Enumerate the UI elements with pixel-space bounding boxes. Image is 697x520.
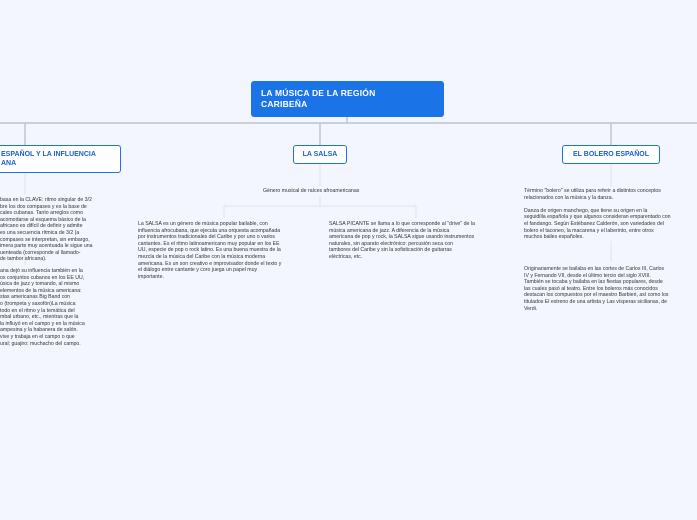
topic-bolero[interactable] (562, 145, 660, 164)
topic-bolero-title: EL BOLERO ESPAÑOL (573, 151, 649, 158)
bolero-note-termino[interactable]: Término "bolero" se utiliza para referir a distintos conceptos relacionados con la música y la danza. Danza de origen manchego, que tiene su origen en la seguidilla española y que algunos consideran emparentado con el fandango. Según Estébanez Calderón, son variedades del bolero el taconeo, la macarena y el laberinto, entre otros muchos bailes españoles. (524, 188, 671, 241)
topic-left-title-line1: ESPAÑOL Y LA INFLUENCIA (1, 151, 96, 158)
topic-salsa-title: LA SALSA (302, 151, 338, 158)
bolero-note-cortes[interactable]: Originariamente se bailaba en las cortes de Carlos III, Carlos IV y Fernando VII, desde el último tercio del siglo XVIII. También se tocaba y bailaba en las fiestas populares, desde las cuales pasó al teatro. Entre los boleros más conocidos destacan los compuestos por el maestro Barbieri, así como los titulados El estreno de una artista y Las vísperas sicilianas, de Verdi. (524, 266, 669, 312)
topic-salsa[interactable] (293, 145, 347, 164)
root-title-line1: LA MÚSICA DE LA REGIÓN (261, 88, 376, 98)
salsa-note-definicion[interactable]: La SALSA es un género de música popular bailable, con influencia afrocubana, que ejecuta una orquesta acompañada por instrumentos tradicionales del Caribe y por uno o varios cantantes. Es el ritmo latinoamericano muy popular en los EE UU, especie de pop o rock latino. Es una buena muestra de la mezcla de la música del Caribe con la música moderna americana. Es un son creativo e improvisador donde el texto y el diálogo entre cantante y coro juega un papel muy importante. (138, 221, 282, 280)
left-note-clave[interactable]: basa en la CLAVE: ritmo singular de 3/2 bre los dos compases y es la base de cales cubanas. Tanto arreglos como acomodarse al esquema básico de la africano es difícil de definir y admite es una secuencia rítmica de 3/2 (a compases se interpretan, sin embargo, imera parte muy acentuada le sigue una uenteada (corresponde al llamado- de tambor africana). (0, 197, 93, 263)
root-topic[interactable] (251, 81, 444, 117)
salsa-note-picante[interactable]: SALSA PICANTE se llama a lo que corresponde al "drive" de la música americana de jazz. A diferencia de la música americana de pop y rock, la SALSA sigue usando instrumentos naturales, sin aparato electrónico: percusión seca con tambores del Caribe y sin la sofisticación de guitarras eléctricas, etc. (329, 221, 475, 260)
topic-left[interactable] (0, 145, 121, 173)
salsa-subtitle[interactable]: Género musical de raíces afroamericanas (263, 188, 360, 194)
topic-left-title-line2: ANA (1, 160, 17, 167)
root-title-line2: CARIBEÑA (261, 99, 308, 109)
left-note-influencia[interactable]: ana dejó su influencia también en la os conjuntos cubanos en los EE UU, úsica de jazz y tomando, al mismo elementos de la música americana: stas americanas Big Band con o (trompeta y saxofón)La música todo en el ritmo y la temática del mbal urbano, etc., mientras que la la influyó en el campo y en la música ampesina y la habanera de salón. vive y trabaja en el campo o que ural; guajiro: muchacho del campo. (0, 268, 85, 347)
